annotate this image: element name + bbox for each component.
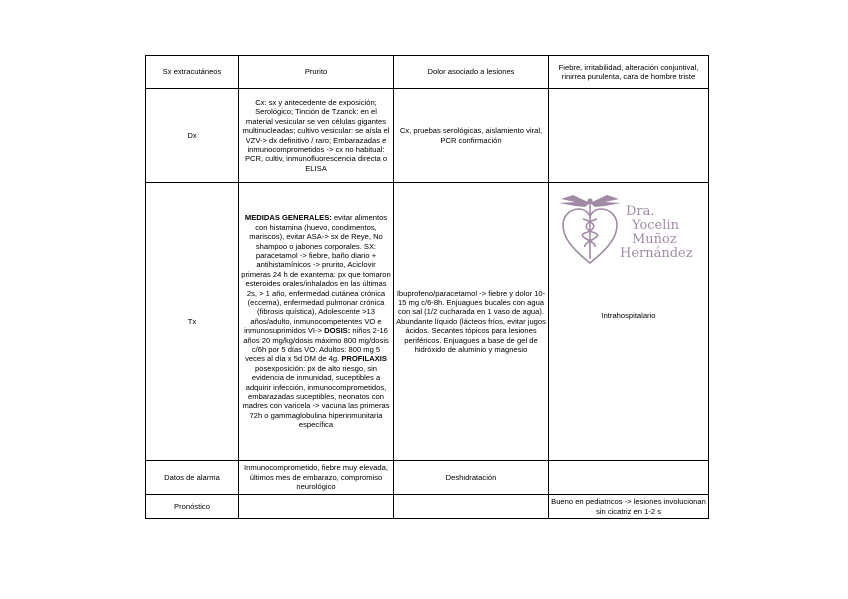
header-row <box>146 56 709 89</box>
clinical-table <box>145 55 709 519</box>
alarma-fiebre-cell <box>549 461 709 495</box>
watermark-name <box>620 204 693 261</box>
tx-medidas-heading: MEDIDAS GENERALES: <box>244 213 332 223</box>
watermark-logo <box>551 189 706 269</box>
tx-dolor-cell: Ibuprofeno/paracetamol -> fiebre y dolor 10-15 mg c/6-8h. Enjuagues bucales con agua con sal (1/2 cucharada en 1 vaso de agua). Abundante líquido (lácteos fríos, evitar jugos ácidos. Secantes tópicos para lesiones periféricos. Enjuagues a base de gel de hidróxido de aluminio y magnesio <box>394 183 549 461</box>
row-tx <box>146 183 709 461</box>
dx-fiebre-cell <box>549 89 709 183</box>
header-prurito: Prurito <box>239 56 394 89</box>
caduceus-heart-icon <box>555 189 625 269</box>
row-label-alarma: Datos de alarma <box>146 461 239 495</box>
tx-fiebre-text: Intrahospitalario <box>601 311 656 320</box>
tx-medidas-text: evitar alimentos con histamina (huevo, condimentos, mariscos), evitar ASA-> sx de Reye, No shampoo o jabones corporales. SX: paracetamol -> fiebre, baño diario + antihistamínicos -> prurito, Aciclovir primeras 24 h de exantema: px que tomaron esteroides orales/inhalados en las últimas 2s, > 1 año, enfermedad cutánea crónica (eccema), enfermedad pulmonar crónica (fibrosis quística), Adolescente >13 años/adulto, inmunocompetentes VO e inmunosuprimidos VI-> <box>241 213 391 336</box>
tx-dosis-text: niños 2-16 años 20 mg/kg/dosis máximo 800 mg/dosis c/6h por 5 días VO. Adultos: 800 mg 5 veces al día x 5d DM de 4g. <box>243 326 389 364</box>
pronostico-prurito-cell <box>239 495 394 519</box>
row-alarma <box>146 461 709 495</box>
dx-prurito-cell: Cx: sx y antecedente de exposición; Serológico; Tinción de Tzanck: en el material vesicular se ven células gigantes multinucleadas; cultivo vesicular: se aísla el VZV-> dx definitivo / raro; Embarazadas e inmunocomprometidos -> cx no habitual: PCR, cultiv, inmunofluorescencia directa o ELISA <box>239 89 394 183</box>
row-label-pronostico: Pronóstico <box>146 495 239 519</box>
alarma-prurito-cell: Inmunocomprometido, fiebre muy elevada, últimos mes de embarazo, compromiso neurológico <box>239 461 394 495</box>
watermark-line-3: Muñoz <box>632 232 677 247</box>
row-pronostico <box>146 495 709 519</box>
row-label-dx: Dx <box>146 89 239 183</box>
header-sx-extracutaneos: Sx extracutáneos <box>146 56 239 89</box>
tx-fiebre-cell <box>549 183 709 461</box>
watermark-line-1: Dra. <box>626 204 655 219</box>
dx-dolor-cell: Cx, pruebas serológicas, aislamiento viral, PCR confirmación <box>394 89 549 183</box>
tx-dosis-heading: DOSIS: <box>324 326 351 336</box>
header-fiebre: Fiebre, irritabilidad, alteración conjuntival, rinirrea purulenta, cara de hombre triste <box>549 56 709 89</box>
watermark-line-2: Yocelin <box>632 218 679 233</box>
row-label-tx: Tx <box>146 183 239 461</box>
pronostico-fiebre-cell: Bueno en pediatricos -> lesiones involucionan sin cicatriz en 1-2 s <box>549 495 709 519</box>
header-dolor: Dolor asociado a lesiones <box>394 56 549 89</box>
tx-profilaxis-text: posexposición: px de alto riesgo, sin evidencia de inmunidad, suceptibles a adquirir infección, inmunocomprometidos, embarazadas suceptibles, neonatos con madres con varicela -> vacuna las primeras 72h o gammaglobulina hiperinmunitaria específica <box>242 363 390 430</box>
alarma-dolor-cell: Deshidratación <box>394 461 549 495</box>
tx-profilaxis-heading: PROFILAXIS <box>341 354 387 364</box>
row-dx <box>146 89 709 183</box>
pronostico-dolor-cell <box>394 495 549 519</box>
watermark-line-4: Hernández <box>620 246 693 261</box>
tx-prurito-cell <box>239 183 394 461</box>
